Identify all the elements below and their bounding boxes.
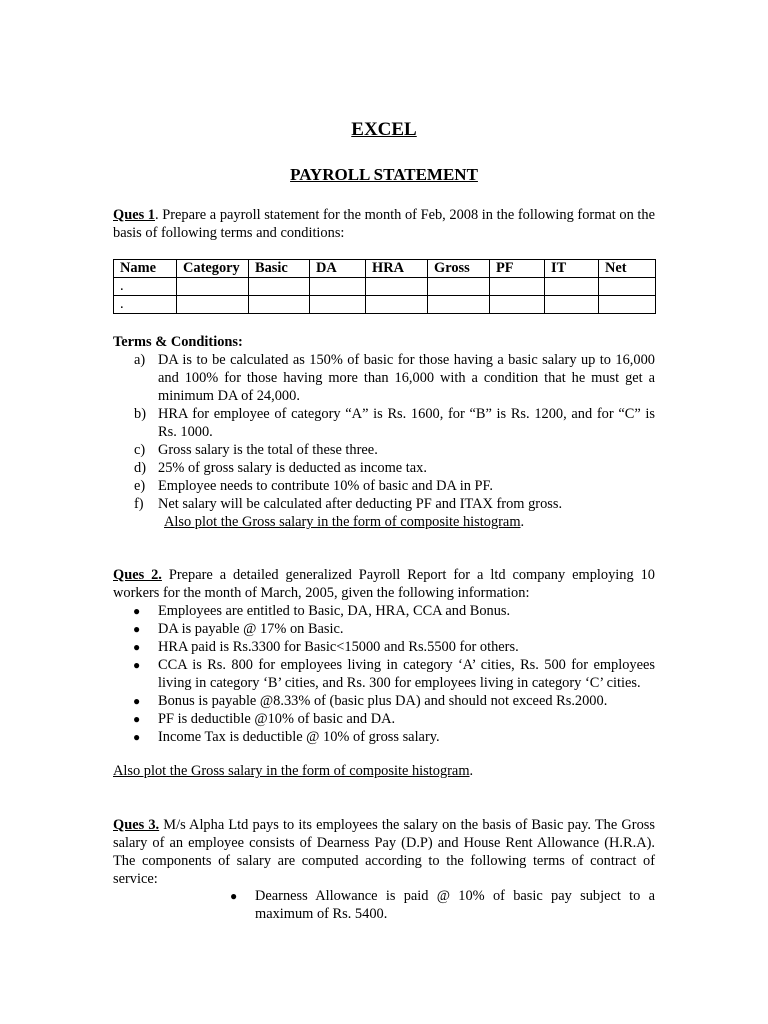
list-item-text: HRA for employee of category “A” is Rs. 1600, for “B” is Rs. 1200, and for “C” is Rs. 1000.	[158, 406, 655, 440]
table-cell	[599, 278, 656, 296]
question-1-plot-note	[164, 513, 655, 531]
list-item	[113, 405, 655, 441]
question-3-label: Ques 3.	[113, 817, 160, 833]
plot-note-text: Also plot the Gross salary in the form of composite histogram	[113, 763, 470, 779]
list-item	[113, 441, 655, 459]
table-cell: .	[114, 278, 177, 296]
terms-heading: Terms & Conditions:	[113, 334, 243, 350]
bullet-icon: ●	[133, 640, 141, 654]
question-2-plot-note	[113, 762, 655, 780]
bullet-icon: ●	[133, 622, 141, 636]
table-cell	[249, 278, 310, 296]
list-item-text: Income Tax is deductible @ 10% of gross salary.	[158, 729, 440, 745]
column-header-basic: Basic	[249, 260, 310, 278]
list-item-text: PF is deductible @10% of basic and DA.	[158, 711, 396, 727]
list-item	[113, 692, 655, 710]
plot-note-text: Also plot the Gross salary in the form of composite histogram	[164, 514, 521, 530]
question-1-text	[113, 206, 655, 242]
table-cell	[545, 278, 599, 296]
table-cell	[249, 296, 310, 314]
column-header-hra: HRA	[366, 260, 428, 278]
list-item-text: Net salary will be calculated after deducting PF and ITAX from gross.	[158, 496, 563, 512]
table-cell	[310, 278, 366, 296]
table-cell	[599, 296, 656, 314]
list-marker: f)	[134, 496, 144, 512]
table-cell	[490, 296, 545, 314]
table-cell	[428, 278, 490, 296]
list-item	[113, 459, 655, 477]
payroll-format-table	[113, 259, 656, 314]
list-item	[113, 495, 655, 513]
list-item	[113, 602, 655, 620]
list-item	[113, 710, 655, 728]
list-item	[210, 887, 655, 923]
list-marker: e)	[134, 478, 146, 494]
question-2-label: Ques 2.	[113, 567, 162, 583]
table-cell	[545, 296, 599, 314]
question-2-body: Prepare a detailed generalized Payroll Report for a ltd company employing 10 workers for the month of March, 2005, given the following information:	[113, 567, 655, 601]
table-row	[114, 296, 656, 314]
plot-note-period: .	[469, 763, 474, 779]
list-item	[113, 728, 655, 746]
table-cell	[366, 296, 428, 314]
column-header-name: Name	[114, 260, 177, 278]
bullet-icon: ●	[133, 658, 141, 672]
column-header-gross: Gross	[428, 260, 490, 278]
column-header-category: Category	[177, 260, 249, 278]
question-3-text	[113, 816, 655, 888]
list-item-text: DA is payable @ 17% on Basic.	[158, 621, 344, 637]
document-subtitle: PAYROLL STATEMENT	[290, 165, 478, 184]
list-marker: d)	[134, 460, 146, 476]
list-item	[113, 477, 655, 495]
bullet-icon: ●	[133, 730, 141, 744]
table-cell	[428, 296, 490, 314]
question-3-bullets	[210, 887, 655, 923]
table-header-row	[114, 260, 656, 278]
document-title: EXCEL	[351, 119, 417, 140]
list-item-text: 25% of gross salary is deducted as income tax.	[158, 460, 427, 476]
list-item-text: CCA is Rs. 800 for employees living in category ‘A’ cities, Rs. 500 for employees living in category ‘B’ cities, and Rs. 300 for employees living in category ‘C’ cities.	[158, 657, 655, 691]
terms-list	[113, 351, 655, 513]
plot-note-period: .	[520, 514, 525, 530]
bullet-icon: ●	[230, 889, 238, 903]
list-item	[113, 656, 655, 692]
table-cell	[310, 296, 366, 314]
list-item	[113, 351, 655, 405]
list-item	[113, 638, 655, 656]
table-row	[114, 278, 656, 296]
table-cell	[177, 296, 249, 314]
bullet-icon: ●	[133, 604, 141, 618]
list-item-text: HRA paid is Rs.3300 for Basic<15000 and Rs.5500 for others.	[158, 639, 519, 655]
question-1-body: . Prepare a payroll statement for the month of Feb, 2008 in the following format on the basis of following terms and conditions:	[113, 207, 655, 241]
question-2-text	[113, 566, 655, 602]
bullet-icon: ●	[133, 694, 141, 708]
list-marker: b)	[134, 406, 146, 422]
list-marker: a)	[134, 352, 146, 368]
list-marker: c)	[134, 442, 146, 458]
list-item-text: Gross salary is the total of these three.	[158, 442, 378, 458]
list-item-text: DA is to be calculated as 150% of basic for those having a basic salary up to 16,000 and 100% for those having more than 16,000 with a condition that he must get a minimum DA of 24,000.	[158, 352, 655, 404]
column-header-da: DA	[310, 260, 366, 278]
column-header-it: IT	[545, 260, 599, 278]
question-2-bullets	[113, 602, 655, 746]
question-1-label: Ques 1	[113, 207, 156, 223]
question-3-body: M/s Alpha Ltd pays to its employees the salary on the basis of Basic pay. The Gross salary of an employee consists of Dearness Pay (D.P) and House Rent Allowance (H.R.A). The components of salary are computed according to the following terms of contract of service:	[113, 817, 655, 887]
list-item-text: Dearness Allowance is paid @ 10% of basic pay subject to a maximum of Rs. 5400.	[255, 888, 655, 922]
column-header-net: Net	[599, 260, 656, 278]
bullet-icon: ●	[133, 712, 141, 726]
list-item-text: Employee needs to contribute 10% of basic and DA in PF.	[158, 478, 493, 494]
table-cell	[490, 278, 545, 296]
list-item-text: Employees are entitled to Basic, DA, HRA, CCA and Bonus.	[158, 603, 511, 619]
list-item-text: Bonus is payable @8.33% of (basic plus DA) and should not exceed Rs.2000.	[158, 693, 608, 709]
column-header-pf: PF	[490, 260, 545, 278]
table-cell: .	[114, 296, 177, 314]
table-cell	[366, 278, 428, 296]
list-item	[113, 620, 655, 638]
table-cell	[177, 278, 249, 296]
